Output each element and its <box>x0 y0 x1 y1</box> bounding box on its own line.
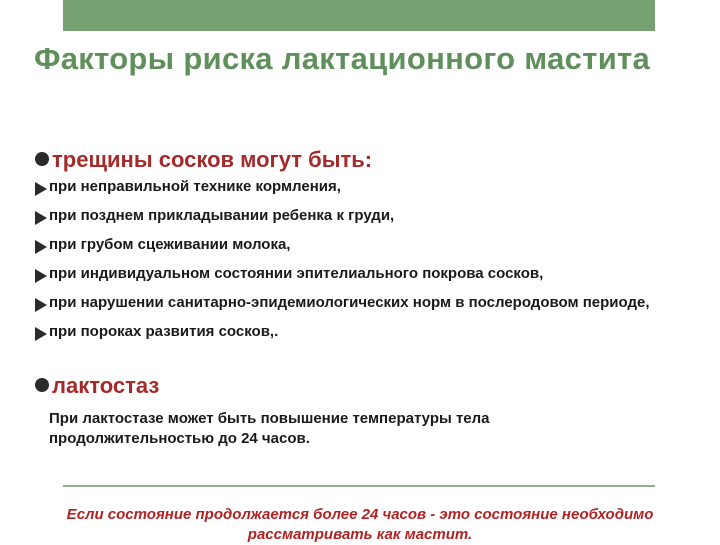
list-item-text: при позднем прикладывании ребенка к груди, <box>49 207 395 224</box>
footer-divider <box>63 485 655 487</box>
list-item-text: при индивидуальном состоянии эпителиального покрова сосков, <box>49 265 544 282</box>
list-item <box>34 236 694 254</box>
section-cracked-nipples <box>35 147 372 173</box>
lactostasis-note: При лактостазе может быть повышение температуры тела продолжительностью до 24 часов. <box>49 410 490 447</box>
arrow-bullet-icon <box>35 269 47 283</box>
arrow-bullet-icon <box>35 240 47 254</box>
arrow-bullet-icon <box>35 327 47 341</box>
bullet-dot-icon <box>35 152 49 166</box>
arrow-bullet-icon <box>35 182 47 196</box>
list-item-text: при пороках развития сосков,. <box>49 323 279 340</box>
section-heading: трещины сосков могут быть: <box>52 147 373 172</box>
slide-title: Факторы риска лактационного мастита <box>34 41 651 76</box>
top-decor-bar <box>63 0 655 31</box>
list-item <box>34 294 694 312</box>
section-lactostasis <box>35 373 159 399</box>
list-item <box>34 323 694 341</box>
list-item-text: при нарушении санитарно-эпидемиологических норм в послеродовом периоде, <box>49 294 650 311</box>
bullet-dot-icon <box>35 378 49 392</box>
list-item-text: при неправильной технике кормления, <box>49 178 341 195</box>
section-heading: лактостаз <box>52 373 160 398</box>
arrow-bullet-icon <box>35 298 47 312</box>
list-item <box>34 265 694 283</box>
list-item-text: при грубом сцеживании молока, <box>49 236 291 253</box>
footer-warning: Если состояние продолжается более 24 часов - это состояние необходимо рассматривать как мастит. <box>66 506 654 543</box>
list-item <box>34 207 694 225</box>
arrow-bullet-icon <box>35 211 47 225</box>
risk-factor-list <box>34 178 694 352</box>
list-item <box>34 178 694 196</box>
